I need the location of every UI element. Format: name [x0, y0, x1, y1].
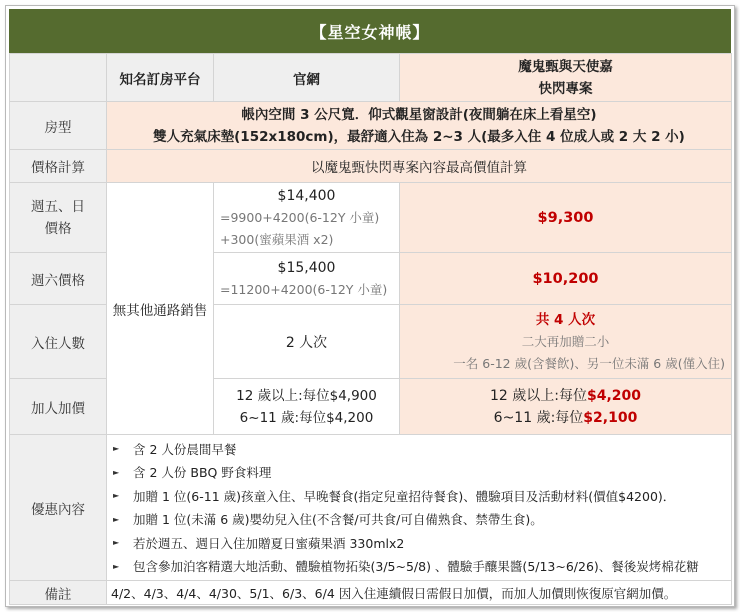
room-type-row: [10, 102, 732, 150]
corner-cell: [10, 54, 107, 102]
weekend-label-line2: 價格: [44, 220, 72, 237]
pricing-card: [5, 5, 735, 607]
perk-item: [111, 437, 731, 461]
pricing-table: [9, 53, 732, 605]
perk-text: 含 2 人份 BBQ 野食料理: [133, 465, 272, 481]
weekend-promo-price-value: $9,300: [537, 209, 594, 226]
extra-promo-line1-prefix: 12 歲以上:每位: [489, 387, 587, 404]
saturday-promo-price-value: $10,200: [532, 270, 599, 287]
perks-list-cell: [107, 435, 732, 581]
saturday-official-detail: =11200+4200(6-12Y 小童): [220, 281, 388, 297]
bullet-triangle-icon: ►: [113, 444, 120, 454]
price-calc-label: 價格計算: [10, 150, 107, 183]
bullet-triangle-icon: ►: [113, 538, 120, 548]
extra-promo-line2-prefix: 6~11 歲:每位: [493, 409, 584, 426]
bullet-triangle-icon: ►: [113, 467, 120, 477]
promo-header-line2: 快閃專案: [538, 80, 593, 97]
extra-official-line1: 12 歲以上:每位$4,900: [236, 387, 377, 404]
perk-text: 含 2 人份晨間早餐: [133, 441, 237, 457]
perk-item: [111, 461, 731, 485]
guests-label: 入住人數: [10, 305, 107, 379]
guests-official: 2 人次: [214, 305, 400, 379]
weekend-official-detail1: =9900+4200(6-12Y 小童): [220, 209, 380, 225]
perk-text: 包含參加泊客精選大地活動、體驗植物拓染(3/5~5/8) 、體驗手釀果醬(5/13~6/26)、餐後炭烤棉花糖: [133, 559, 699, 575]
saturday-official-price: $15,400: [277, 259, 336, 276]
header-row: [10, 54, 732, 102]
perk-item: [111, 531, 731, 555]
guests-promo-sub2: 一名 6-12 歲(含餐飲)、另一位未滿 6 歲(僅入住): [453, 355, 725, 371]
weekend-row: [10, 183, 732, 253]
perks-row: [10, 435, 732, 581]
perk-item: [111, 555, 731, 579]
guests-promo-sub1: 二大再加贈二小: [521, 333, 610, 349]
room-type-line2: 雙人充氣床墊(152x180cm)，最舒適入住為 2~3 人(最多入住 4 位成人或 2 大 2 小): [153, 128, 685, 145]
perks-label: 優惠內容: [10, 435, 107, 581]
perks-list: [107, 435, 731, 580]
perk-item: [111, 508, 731, 532]
saturday-official: [214, 253, 400, 305]
saturday-label: 週六價格: [10, 253, 107, 305]
weekend-official-detail2: +300(蜜蘋果酒 x2): [220, 231, 334, 247]
weekend-promo-price: [400, 183, 732, 253]
extra-promo-line1-price: $4,200: [586, 387, 641, 404]
weekend-label-line1: 週五、日: [31, 198, 85, 215]
guests-promo: [400, 305, 732, 379]
price-calc-text: 以魔鬼甄快閃專案內容最高價值計算: [107, 150, 732, 183]
perk-text: 加贈 1 位(未滿 6 歲)嬰幼兒入住(不含餐/可共食/可自備熟食、禁帶生食)。: [133, 512, 543, 528]
extra-official: [214, 379, 400, 435]
extra-promo: [400, 379, 732, 435]
platform-header: 知名訂房平台: [107, 54, 214, 102]
perk-item: [111, 484, 731, 508]
saturday-promo-price: [400, 253, 732, 305]
extra-label: 加人加價: [10, 379, 107, 435]
bullet-triangle-icon: ►: [113, 561, 120, 571]
weekend-label: [10, 183, 107, 253]
platform-note: 無其他通路銷售: [107, 183, 214, 435]
room-type-line1: 帳內空間 3 公尺寬．仰式觀星窗設計(夜間躺在床上看星空): [241, 106, 597, 123]
extra-official-line2: 6~11 歲:每位$4,200: [239, 409, 374, 426]
extra-promo-line2-price: $2,100: [583, 409, 638, 426]
weekend-official-price: $14,400: [277, 187, 336, 204]
promo-header-line1: 魔鬼甄與天使嘉: [518, 58, 613, 75]
bullet-triangle-icon: ►: [113, 491, 120, 501]
remarks-label: 備註: [10, 581, 107, 605]
official-header: 官網: [214, 54, 400, 102]
promo-header: [400, 54, 732, 102]
extra-promo-line2: [400, 407, 731, 429]
remarks-text: 4/2、4/3、4/4、4/30、5/1、6/3、6/4 因入住連續假日需假日加價，而加人加價則恢復原官網加價。: [107, 581, 732, 605]
weekend-official: [214, 183, 400, 253]
extra-promo-line1: [400, 385, 731, 407]
remarks-row: [10, 581, 732, 605]
page-title: 【星空女神帳】: [9, 9, 731, 53]
room-type-desc: [107, 102, 732, 150]
perk-text: 若於週五、週日入住加贈夏日蜜蘋果酒 330mlx2: [133, 535, 405, 551]
price-calc-row: [10, 150, 732, 183]
perk-text: 加贈 1 位(6-11 歲)孩童入住、早晚餐食(指定兒童招待餐食)、體驗項目及活動材料(價值$4200)．: [133, 488, 676, 504]
room-type-label: 房型: [10, 102, 107, 150]
guests-promo-main: 共 4 人次: [535, 311, 596, 328]
bullet-triangle-icon: ►: [113, 514, 120, 524]
